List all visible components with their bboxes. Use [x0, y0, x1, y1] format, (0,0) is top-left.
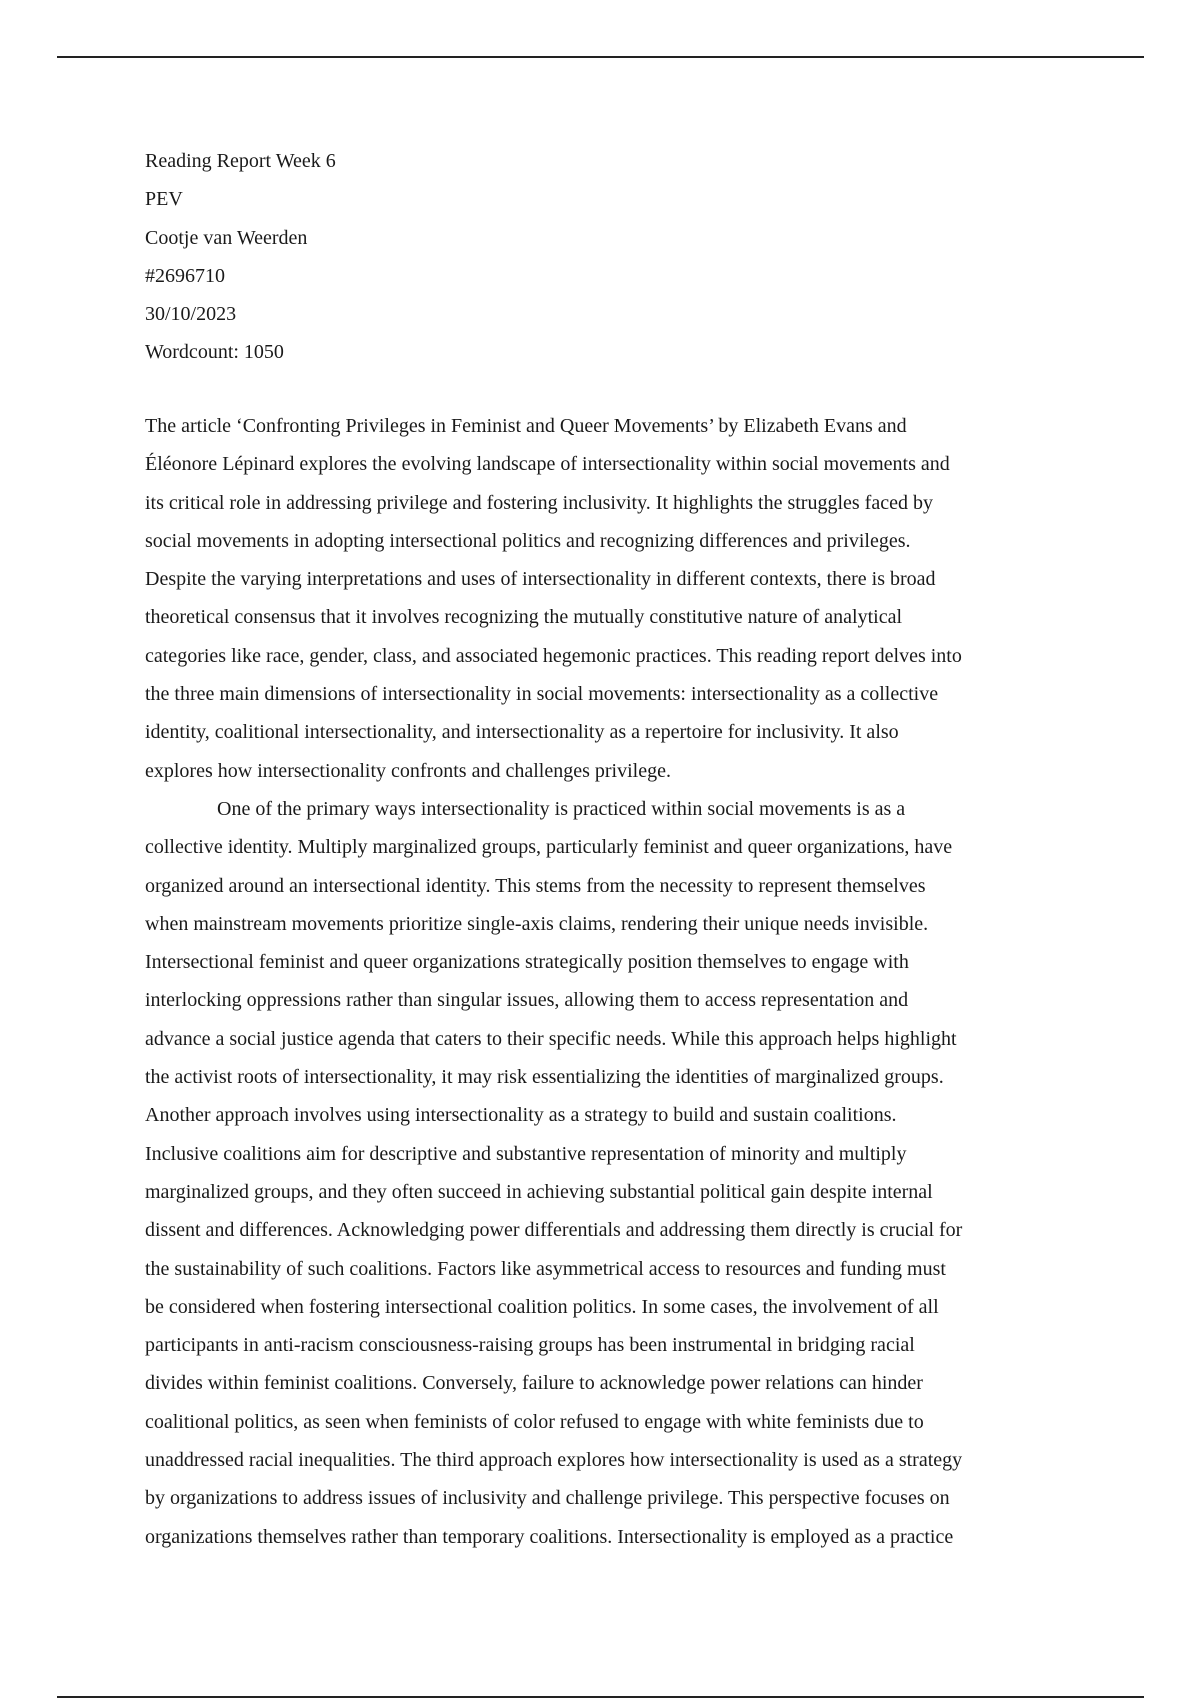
word-count: Wordcount: 1050	[145, 341, 284, 364]
body-line: the three main dimensions of intersectionality in social movements: intersectionality as a collective	[145, 683, 939, 706]
body-line: Despite the varying interpretations and uses of intersectionality in different contexts, there is broad	[145, 568, 936, 591]
body-line: dissent and differences. Acknowledging power differentials and addressing them directly is crucial for	[145, 1219, 963, 1242]
body-line: its critical role in addressing privilege and fostering inclusivity. It highlights the struggles faced by	[145, 491, 933, 514]
body-line: be considered when fostering intersectional coalition politics. In some cases, the involvement of all	[145, 1295, 939, 1318]
body-line: Éléonore Lépinard explores the evolving landscape of intersectionality within social movements and	[145, 453, 950, 476]
body-line: advance a social justice agenda that caters to their specific needs. While this approach helps highlight	[145, 1027, 957, 1050]
body-line: Intersectional feminist and queer organizations strategically position themselves to engage with	[145, 951, 909, 974]
body-line: Another approach involves using intersectionality as a strategy to build and sustain coalitions.	[145, 1104, 897, 1127]
body-line: social movements in adopting intersectional politics and recognizing differences and privileges.	[145, 529, 911, 552]
report-title: Reading Report Week 6	[145, 150, 336, 172]
body-line: organizations themselves rather than temporary coalitions. Intersectionality is employed as a practice	[145, 1525, 954, 1548]
author-name: Cootje van Weerden	[145, 226, 308, 249]
body-line: coalitional politics, as seen when feminists of color refused to engage with white feminists due to	[145, 1410, 924, 1433]
body-line: unaddressed racial inequalities. The third approach explores how intersectionality is used as a strategy	[145, 1449, 963, 1472]
body-line: explores how intersectionality confronts and challenges privilege.	[145, 759, 671, 782]
document-header	[145, 142, 1045, 372]
course-code: PEV	[145, 188, 183, 211]
top-rule	[57, 56, 1144, 58]
report-date: 30/10/2023	[145, 303, 237, 326]
student-number: #2696710	[145, 264, 225, 287]
body-line: The article ‘Confronting Privileges in Feminist and Queer Movements’ by Elizabeth Evans and	[145, 415, 907, 437]
body-line: One of the primary ways intersectionality is practiced within social movements is as a	[217, 797, 906, 820]
body-line: categories like race, gender, class, and associated hegemonic practices. This reading report delves into	[145, 644, 962, 667]
body-line: by organizations to address issues of inclusivity and challenge privilege. This perspective focuses on	[145, 1487, 950, 1510]
body-line: participants in anti-racism consciousness-raising groups has been instrumental in bridging racial	[145, 1334, 915, 1357]
body-line: when mainstream movements prioritize single-axis claims, rendering their unique needs invisible.	[145, 912, 929, 935]
body-line: interlocking oppressions rather than singular issues, allowing them to access representation and	[145, 989, 909, 1012]
body-line: organized around an intersectional identity. This stems from the necessity to represent themselves	[145, 874, 926, 897]
body-text	[145, 407, 1057, 1556]
body-line: the activist roots of intersectionality, it may risk essentializing the identities of marginalized groups.	[145, 1066, 944, 1089]
body-line: marginalized groups, and they often succeed in achieving substantial political gain despite internal	[145, 1180, 933, 1203]
body-line: the sustainability of such coalitions. Factors like asymmetrical access to resources and funding must	[145, 1257, 946, 1280]
body-line: theoretical consensus that it involves recognizing the mutually constitutive nature of analytical	[145, 606, 903, 629]
body-line: divides within feminist coalitions. Conversely, failure to acknowledge power relations can hinder	[145, 1372, 923, 1395]
bottom-rule	[57, 1696, 1144, 1698]
body-line: collective identity. Multiply marginalized groups, particularly feminist and queer organizations, have	[145, 836, 953, 859]
body-line: identity, coalitional intersectionality, and intersectionality as a repertoire for inclusivity. It also	[145, 721, 899, 744]
body-line: Inclusive coalitions aim for descriptive and substantive representation of minority and multiply	[145, 1142, 907, 1165]
